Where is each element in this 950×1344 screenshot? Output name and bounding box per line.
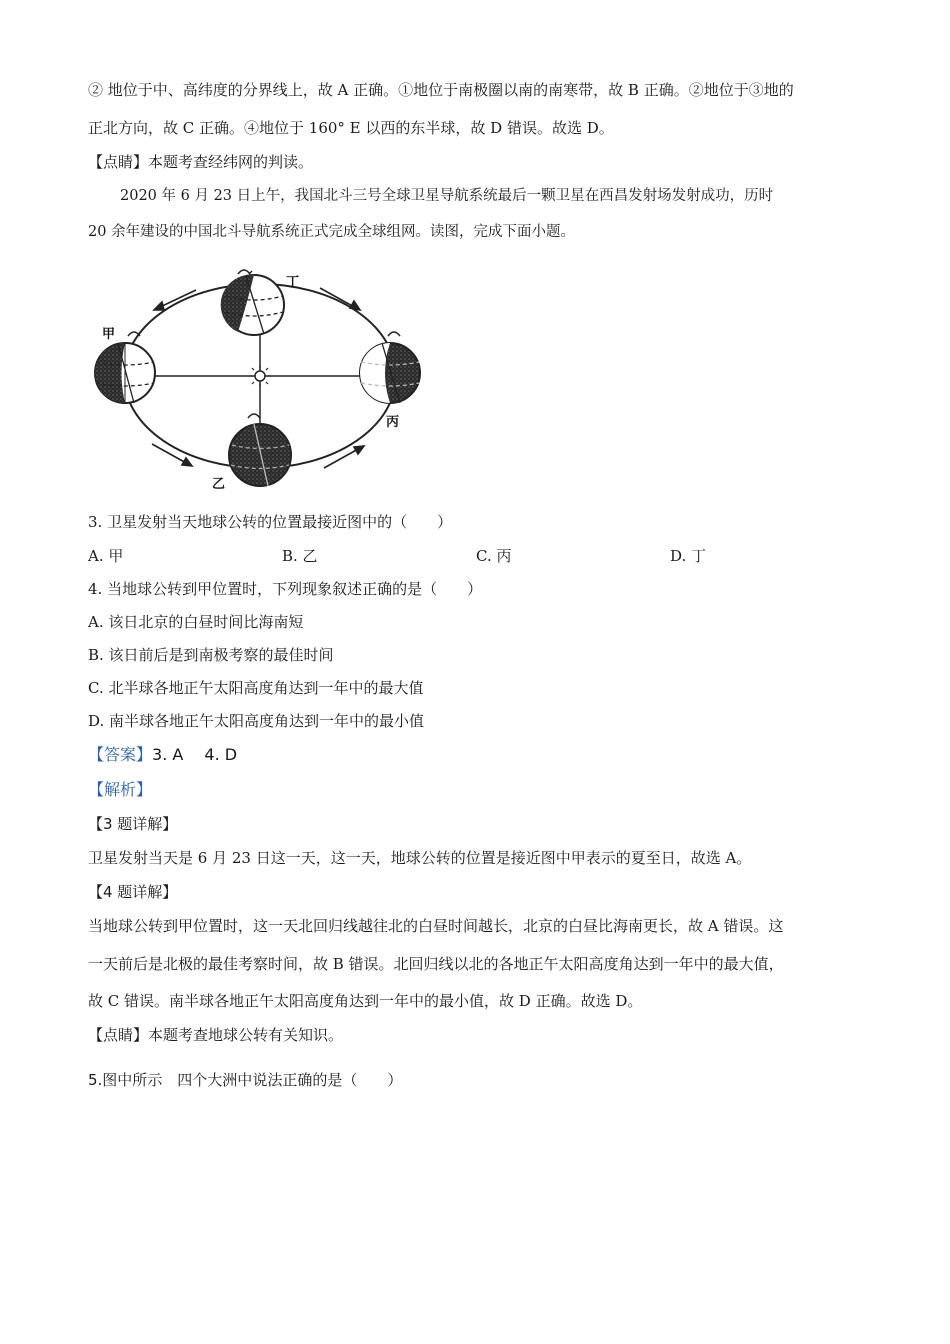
q4-stem: 4. 当地球公转到甲位置时，下列现象叙述正确的是（ ） bbox=[88, 580, 483, 598]
q3-stem: 3. 卫星发射当天地球公转的位置最接近图中的（ ） bbox=[88, 513, 453, 531]
prev-analysis-line2: 正北方向，故 C 正确。④地位于 160° E 以西的东半球，故 D 错误。故选 D。 bbox=[88, 119, 614, 137]
q3-option-c: C. 丙 bbox=[476, 547, 512, 565]
answer-text: 3. A 4. D bbox=[152, 745, 238, 764]
q3-option-b: B. 乙 bbox=[282, 547, 318, 565]
detail4-line2: 一天前后是北极的最佳考察时间，故 B 错误。北回归线以北的各地正午太阳高度角达到一年中的最大值， bbox=[88, 955, 784, 973]
tip2: 【点睛】本题考查地球公转有关知识。 bbox=[88, 1026, 344, 1044]
earth-orbit-diagram bbox=[88, 262, 438, 500]
detail4-line1: 当地球公转到甲位置时，这一天北回归线越往北的白昼时间越长，北京的白昼比海南更长，故 A 错误。这 bbox=[88, 917, 784, 935]
earth-jia bbox=[95, 332, 155, 403]
earth-bing bbox=[360, 332, 420, 403]
q3-option-d: D. 丁 bbox=[670, 547, 707, 565]
answer-line bbox=[88, 745, 237, 765]
earth-ding bbox=[221, 270, 284, 335]
earth-yi bbox=[229, 414, 291, 486]
detail3-title: 【3 题详解】 bbox=[88, 815, 178, 833]
q4-option-b: B. 该日前后是到南极考察的最佳时间 bbox=[88, 646, 334, 664]
label-ding: 丁 bbox=[286, 275, 300, 290]
label-yi: 乙 bbox=[212, 477, 226, 492]
answer-tag: 【答案】 bbox=[88, 745, 153, 764]
label-bing: 丙 bbox=[386, 415, 400, 430]
detail3-text: 卫星发射当天是 6 月 23 日这一天，这一天，地球公转的位置是接近图中甲表示的夏至日，故选 A。 bbox=[88, 849, 752, 867]
q3-option-a: A. 甲 bbox=[88, 547, 124, 565]
q4-option-d: D. 南半球各地正午太阳高度角达到一年中的最小值 bbox=[88, 712, 425, 730]
q5-stem: 5.图中所示 四个大洲中说法正确的是（ ） bbox=[88, 1071, 403, 1089]
q4-option-c: C. 北半球各地正午太阳高度角达到一年中的最大值 bbox=[88, 679, 424, 697]
intro-line1: 2020 年 6 月 23 日上午，我国北斗三号全球卫星导航系统最后一颗卫星在西昌发射场发射成功，历时 bbox=[120, 188, 774, 204]
detail4-line3: 故 C 错误。南半球各地正午太阳高度角达到一年中的最小值，故 D 正确。故选 D。 bbox=[88, 992, 643, 1010]
prev-analysis-line1: ② 地位于中、高纬度的分界线上，故 A 正确。①地位于南极圈以南的南寒带，故 B 正确。②地位于③地的 bbox=[88, 81, 794, 99]
detail4-title: 【4 题详解】 bbox=[88, 883, 178, 901]
analysis-tag: 【解析】 bbox=[88, 780, 153, 799]
intro-line2: 20 余年建设的中国北斗导航系统正式完成全球组网。读图，完成下面小题。 bbox=[88, 224, 576, 240]
label-jia: 甲 bbox=[102, 327, 116, 342]
q4-option-a: A. 该日北京的白昼时间比海南短 bbox=[88, 613, 304, 631]
prev-tip: 【点睛】本题考查经纬网的判读。 bbox=[88, 153, 314, 171]
